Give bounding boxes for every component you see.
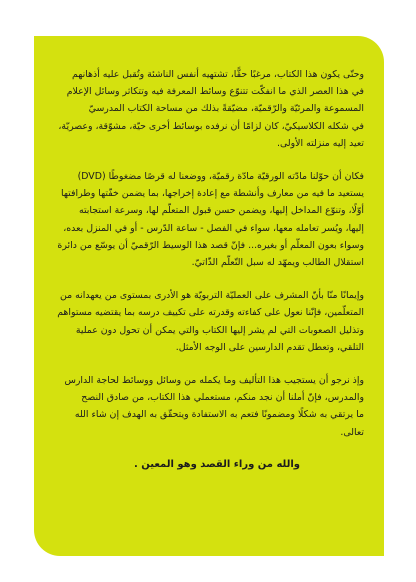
text-panel [34,36,384,556]
text-line: يستعيد ما فيه من معارف وأنشطة مع إعادة إخراجها، بما يضمن خفّتها وطرافتها [61,188,364,200]
text-line: المتعلّمين، فإنّنا نعول على كفاءته وقدرته على تكييف درسه بما يقتضيه مستواهم [57,307,364,319]
text-line: وتذليل الصعوبات التي لم يشر إليها الكتاب والتي يمكن أن تحول دون عملية [75,324,364,336]
closing-line: والله من وراء القصد وهو المعين . [134,458,300,470]
text-line: التلقي، وتعطل تقدم الدارسين على الوجه الأمثل. [175,341,364,353]
text-line: استقلال الطالب ويمهّد له سبل التّعلّم الذّاتيّ. [191,257,364,269]
paragraph-1 [50,66,364,152]
text-line: تعيد إليه منزلته الأولى. [276,137,364,149]
text-line: وإيمانًا منّا بأنّ المشرف على العمليّة التربويّة هو الأدرى بمستوى من يعهدانه من [60,290,364,302]
text-line: وإذ نرجو أن يستجيب هذا التأليف وما يكمله من وسائل ووسائط لحاجة الدارس [64,375,364,387]
text-line: ما يرتقي به شكلًا ومضمونًا فتعم به الاستفادة ويتحقّق به الهدف إن شاء الله [74,409,364,421]
paragraph-3 [50,287,364,356]
text-line: تعالى. [340,426,364,438]
text-line: فكان أن حوّلنا مادّته الورقيّة مادّة رقميّة، ووضعنا له قرصًا مضغوطًا (DVD) [77,171,364,183]
text-line: أوّلًا، وتنوّع المداخل إليها، ويضمن حسن قبول المتعلّم لها، وسرعة استجابته [78,205,364,217]
text-line: في هذا العصر الذي ما انفكّت تتنوّع وسائط المعرفة فيه وتتكاثر وسائل الإعلام [66,86,364,98]
paragraph-4 [50,372,364,441]
text-line: إليها، ويُسر تعامله معها، سواء في الفصل - ساعة الدّرس - أو في المنزل بعده، [63,222,364,234]
text-line: وسواء بعون المعلّم أو بغيره... فإنّ قصد هذا الوسيط الرّقميّ أن يوسّع من دائرة [57,239,364,251]
text-line: المسموعة والمرئيّة والرّقميّة، مضيّقةً بذلك من مساحة الكتاب المدرسيّ [88,103,364,115]
text-line: في شكله الكلاسيكيّ، كان لزامًا أن نرفده بوسائط أخرى حيّة، مشوّقة، وعصريّة، [58,120,364,132]
text-line: والمدرس، فإنّ أملنا أن نجد منكم، مستعملي هذا الكتاب، من صادق النصح [81,392,364,404]
text-line: وحتّى يكون هذا الكتاب، مرغبًا حقًّا، تشتهيه أنفس الناشئة وتُقبل عليه أذهانهم [72,69,364,80]
paragraph-2 [50,168,364,271]
